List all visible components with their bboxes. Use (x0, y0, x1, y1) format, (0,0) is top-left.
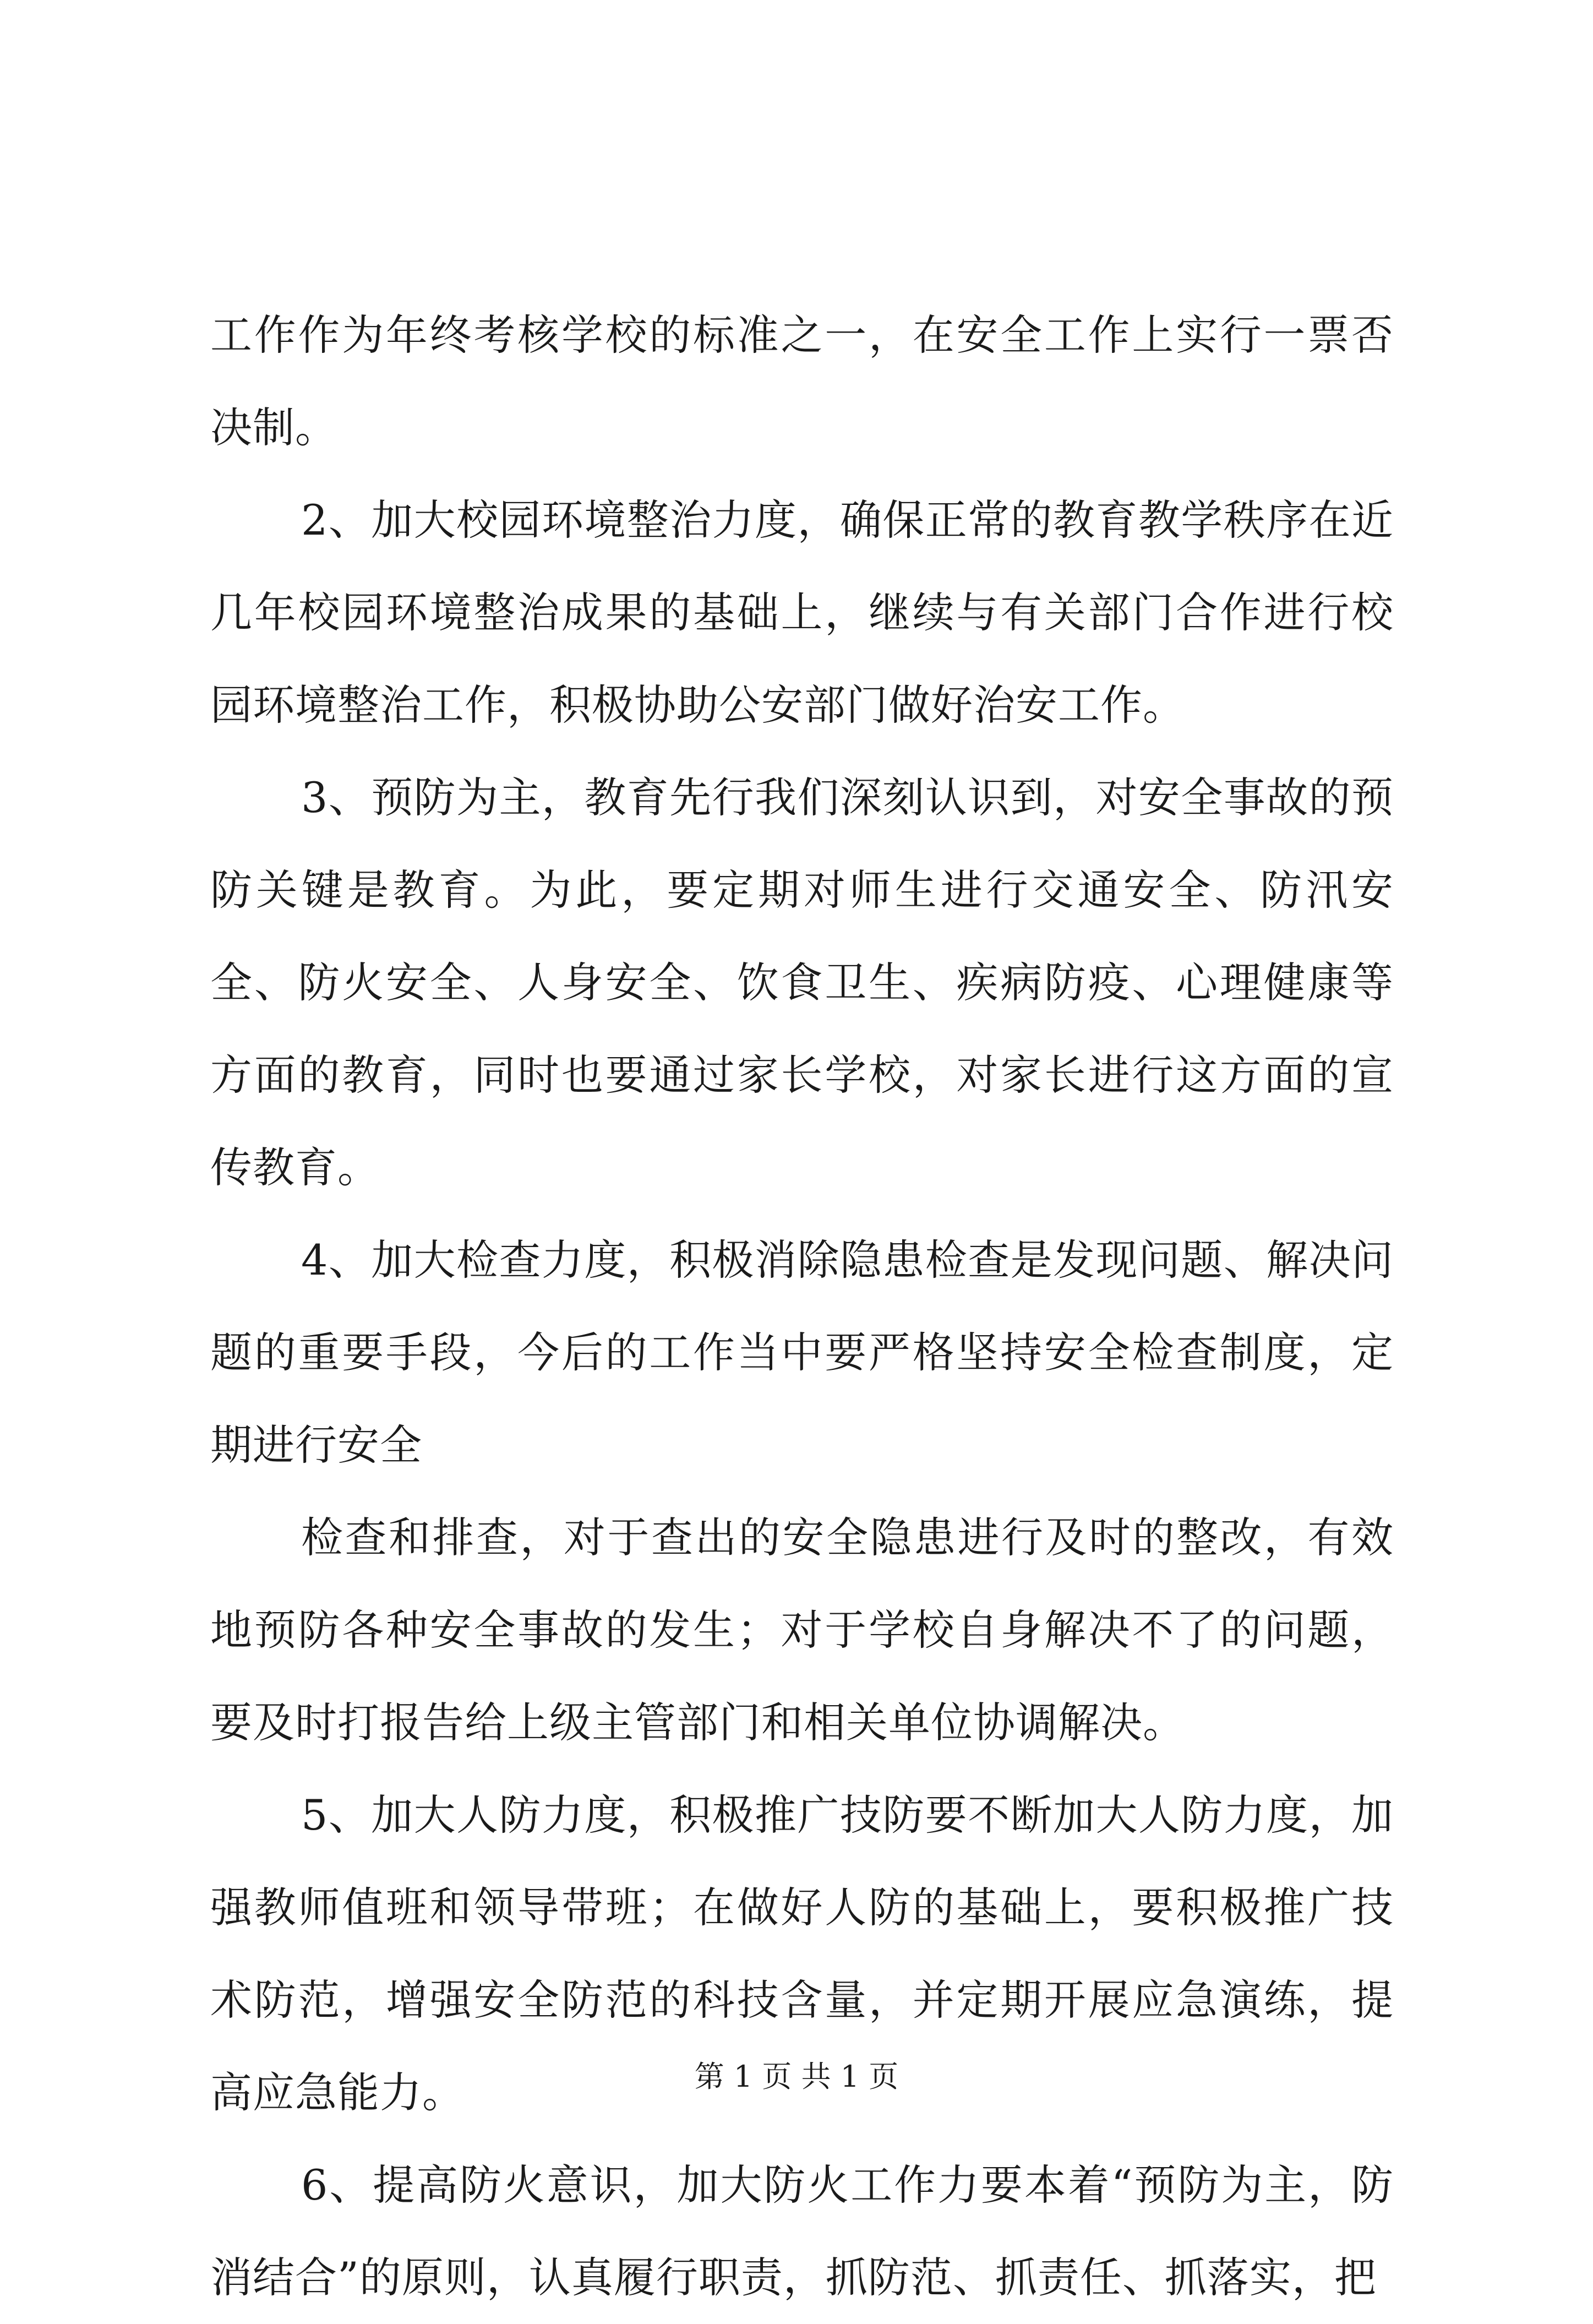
paragraph-item-6: 6、提高防火意识，加大防火工作力要本着“预防为主，防消结合”的原则，认真履行职责，抓防范、抓责任、抓落实，把 (210, 2160, 1394, 2302)
paragraph-item-3: 3、预防为主，教育先行我们深刻认识到，对安全事故的预防关键是教育。为此，要定期对师生进行交通安全、防汛安全、防火安全、人身安全、饮食卫生、疾病防疫、心理健康等方面的教育，同时也要通过家长学校，对家长进行这方面的宣传教育。 (210, 773, 1394, 1192)
paragraph-item-4: 4、加大检查力度，积极消除隐患检查是发现问题、解决问题的重要手段，今后的工作当中要严格坚持安全检查制度，定期进行安全 (210, 1236, 1394, 1469)
paragraph-item-4-continued: 检查和排查，对于查出的安全隐患进行及时的整改，有效地预防各种安全事故的发生；对于学校自身解决不了的问题，要及时打报告给上级主管部门和相关单位协调解决。 (210, 1513, 1394, 1747)
paragraph-item-5: 5、加大人防力度，积极推广技防要不断加大人防力度，加强教师值班和领导带班；在做好人防的基础上，要积极推广技术防范，增强安全防范的科技含量，并定期开展应急演练，提高应急能力。 (210, 1790, 1394, 2117)
page-footer: 第 1 页 共 1 页 (694, 2059, 899, 2094)
paragraph-item-2: 2、加大校园环境整治力度，确保正常的教育教学秩序在近几年校园环境整治成果的基础上，继续与有关部门合作进行校园环境整治工作，积极协助公安部门做好治安工作。 (210, 496, 1394, 730)
document-body (210, 289, 1394, 2324)
paragraph-continuation: 工作作为年终考核学校的标准之一，在安全工作上实行一票否决制。 (210, 311, 1394, 452)
